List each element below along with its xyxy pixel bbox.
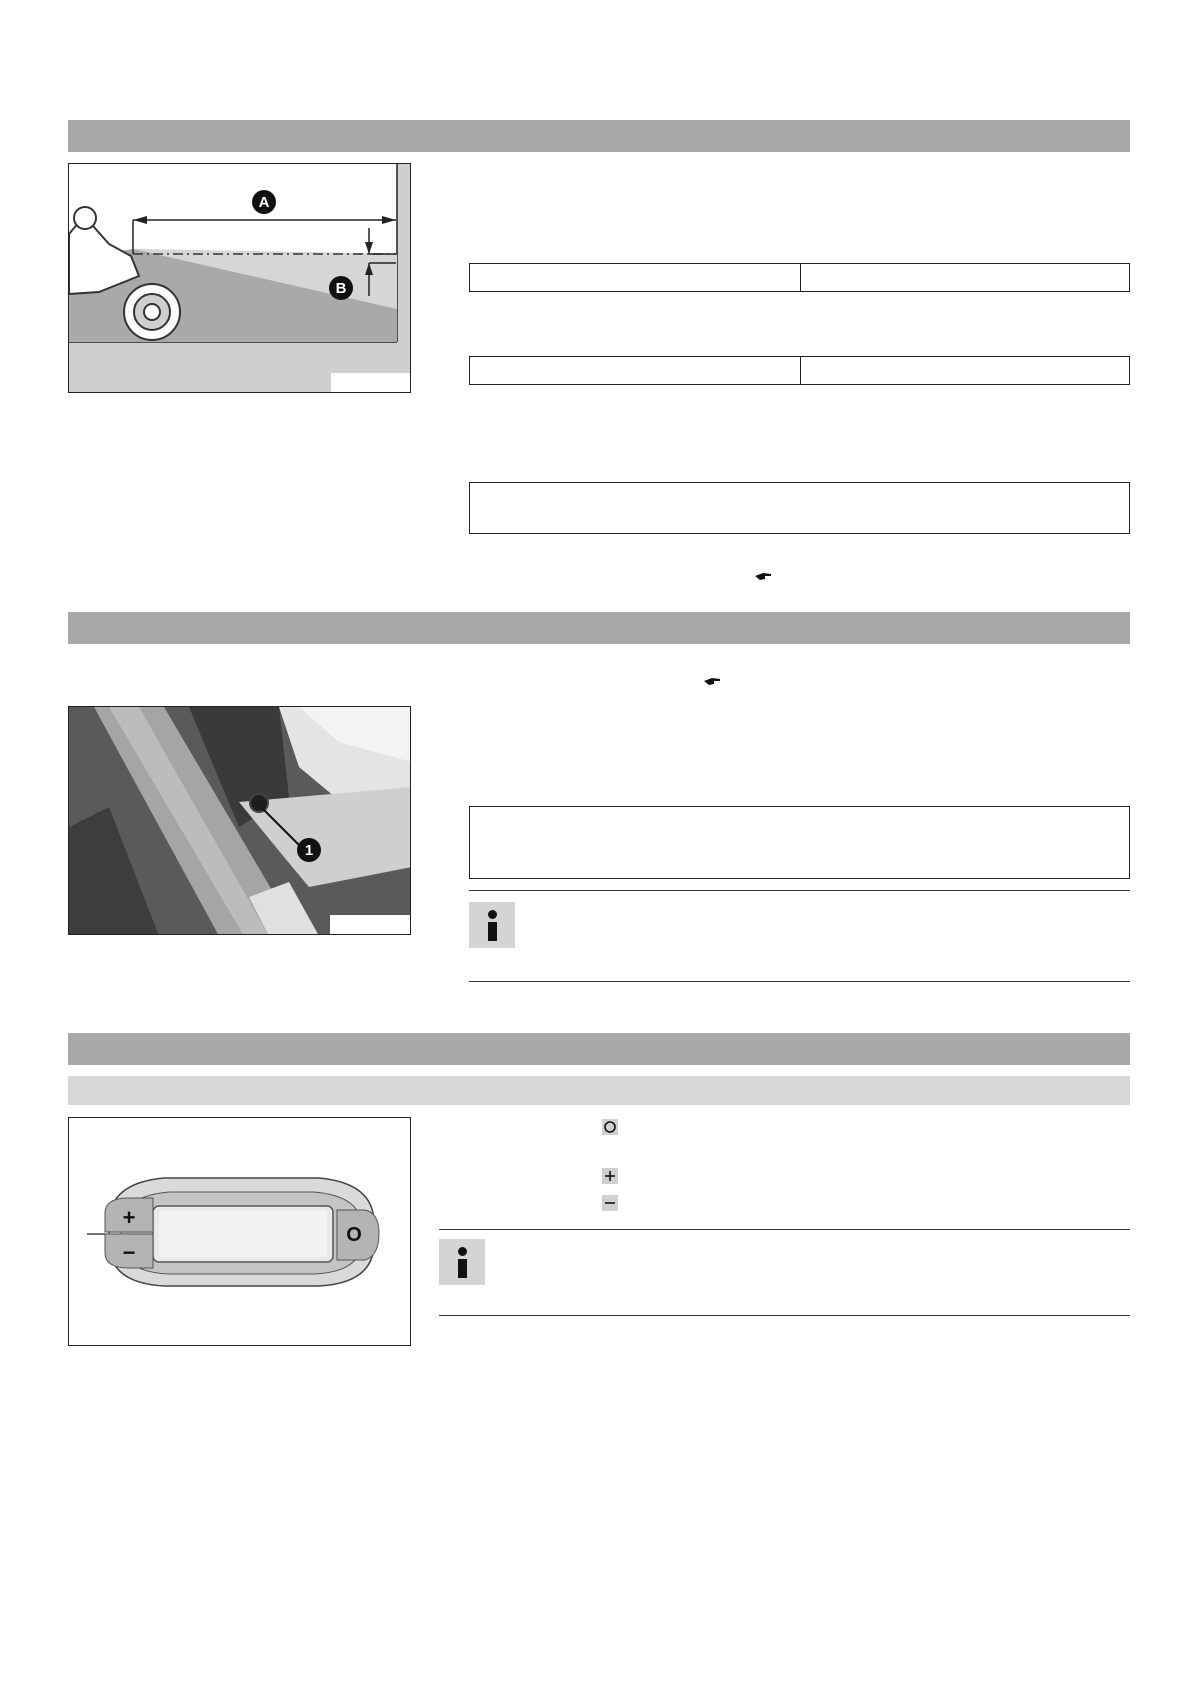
- section-header-combination-instrument: [68, 1033, 1130, 1065]
- minus-button-label: −: [122, 1240, 136, 1265]
- section-header-headlight-range: [68, 612, 1130, 644]
- info-rule-top: [439, 1229, 1130, 1230]
- spec-table-2: [469, 356, 1130, 385]
- callout-1: 1: [304, 842, 314, 859]
- instrument-panel-figure: [68, 1117, 411, 1346]
- minus-button-icon: [602, 1195, 618, 1211]
- hand-pointer-icon: [703, 675, 721, 687]
- set-button-label: O: [346, 1224, 362, 1246]
- section-header-headlight-setting: [68, 120, 1130, 152]
- info-rule-bottom: [439, 1315, 1130, 1316]
- plus-button-label: +: [122, 1205, 136, 1230]
- info-icon: [469, 902, 515, 948]
- hand-pointer-icon: [754, 570, 772, 582]
- info-icon: [439, 1239, 485, 1285]
- spec-table-label-cell: [470, 264, 801, 291]
- plus-button-icon: [602, 1168, 618, 1184]
- spec-table-1: [469, 263, 1130, 292]
- spec-table-value-cell: [801, 264, 1129, 291]
- subsection-header: [68, 1076, 1130, 1105]
- info-rule-bottom: [469, 981, 1130, 982]
- note-box-2: [469, 806, 1130, 879]
- set-button-icon: [602, 1119, 618, 1135]
- adjusting-screw-photo: [68, 706, 411, 935]
- callout-a: A: [258, 194, 270, 211]
- headlight-range-diagram: [68, 163, 411, 393]
- info-rule-top: [469, 890, 1130, 891]
- note-box-1: [469, 482, 1130, 534]
- callout-b: B: [335, 280, 347, 297]
- spec-table-label-cell: [470, 357, 801, 384]
- spec-table-value-cell: [801, 357, 1129, 384]
